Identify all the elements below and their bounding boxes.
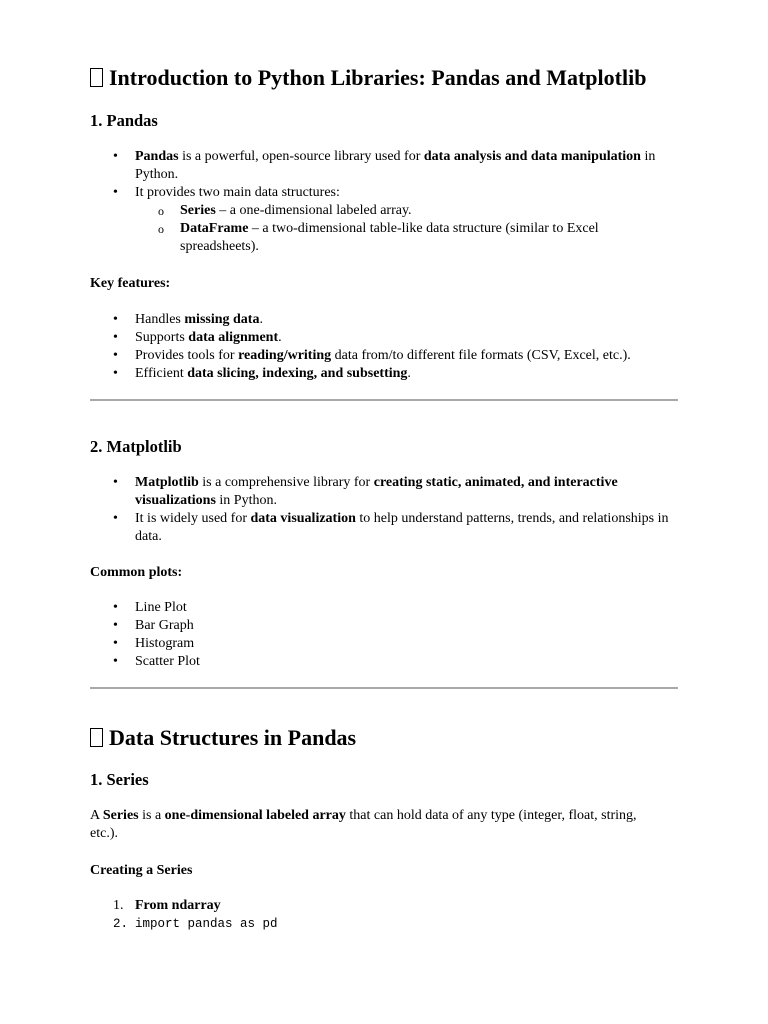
list-item: • Line Plot [90,599,680,617]
sublist-item: o Series – a one-dimensional labeled array. [135,202,680,220]
list-item: • Supports data alignment. [90,329,680,347]
list-item: 2. import pandas as pd [113,917,278,931]
creating-series-heading: Creating a Series [90,863,193,878]
box-glyph-icon [90,68,103,87]
list-item: • Provides tools for reading/writing data from/to different file formats (CSV, Excel, etc.). [90,347,680,365]
list-item: • Pandas is a powerful, open-source library used for data analysis and data manipulation in Python. [90,148,680,184]
pandas-heading: 1. Pandas [90,111,158,130]
key-features-list [90,311,680,383]
list-item: • Handles missing data. [90,311,680,329]
code-snippet: import pandas as pd [135,917,278,931]
list-item: • Matplotlib is a comprehensive library for creating static, animated, and interactive visualizations in Python. [90,474,680,510]
data-structures-sublist [135,202,680,256]
list-item: 1. From ndarray [113,898,221,913]
series-description: A Series is a one-dimensional labeled array that can hold data of any type (integer, float, string, etc.). [90,808,637,841]
common-plots-list [90,599,680,671]
matplotlib-heading: 2. Matplotlib [90,437,182,456]
section-divider [90,399,678,401]
list-item: • It provides two main data structures: o Series – a one-dimensional labeled array. o DataFrame – a two-dimensional table-like data structure (similar to Excel spreadsheets). [90,184,680,256]
data-structures-title: Data Structures in Pandas [90,725,356,751]
series-heading: 1. Series [90,770,149,789]
list-item: • Scatter Plot [90,653,680,671]
page-title: Introduction to Python Libraries: Pandas and Matplotlib [90,65,646,91]
section-divider [90,687,678,689]
sublist-item: o DataFrame – a two-dimensional table-like data structure (similar to Excel spreadsheets). [135,220,680,256]
list-item: • Efficient data slicing, indexing, and subsetting. [90,365,680,383]
common-plots-heading: Common plots: [90,565,183,580]
list-item: • Bar Graph [90,617,680,635]
pandas-bullet-list [90,148,680,256]
list-item: • It is widely used for data visualization to help understand patterns, trends, and relationships in data. [90,510,680,546]
key-features-heading: Key features: [90,276,171,291]
matplotlib-bullet-list [90,474,680,546]
list-item: • Histogram [90,635,680,653]
creating-series-list [90,897,680,933]
box-glyph-icon [90,728,103,747]
